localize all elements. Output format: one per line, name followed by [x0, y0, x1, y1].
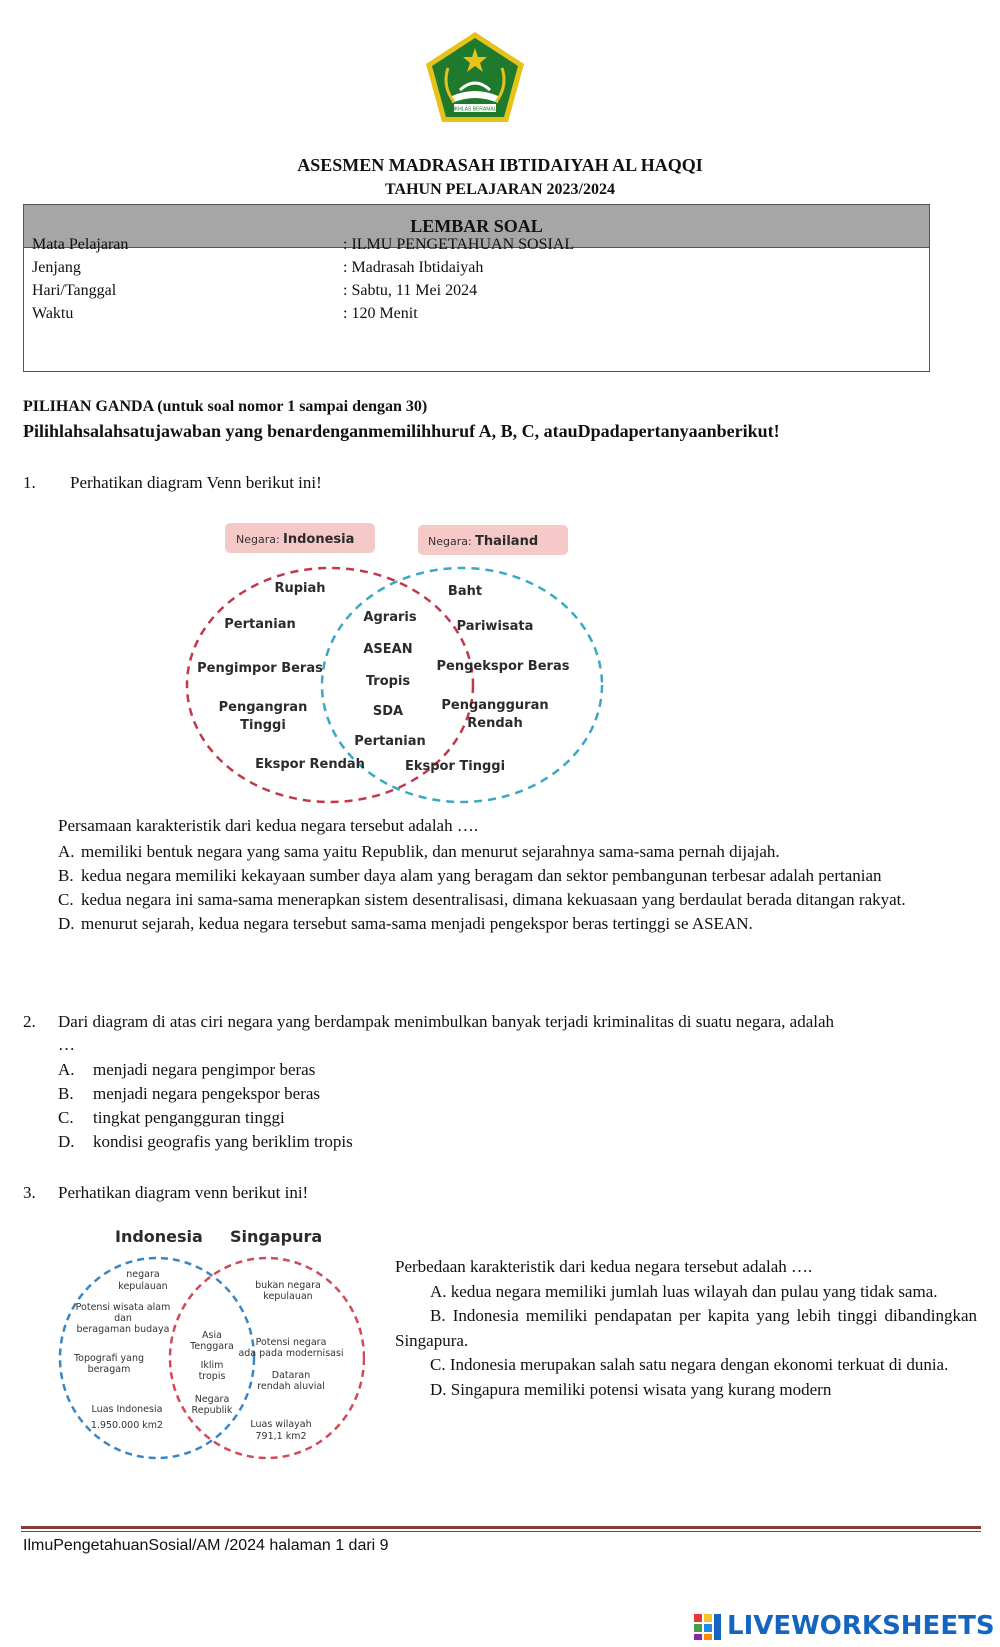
- info-value: : Sabtu, 11 Mei 2024: [343, 282, 478, 299]
- venn-item: bukan negara: [255, 1280, 321, 1291]
- venn-item: 1.950.000 km2: [90, 1420, 164, 1431]
- q1-options: [58, 840, 976, 936]
- venn-title-indonesia: Indonesia: [115, 1227, 203, 1246]
- q1-prompt: Perhatikan diagram Venn berikut ini!: [70, 473, 322, 492]
- venn-item: Pengimpor Beras: [197, 661, 323, 676]
- option-text: kedua negara memiliki jumlah luas wilayah dan pulau yang tidak sama.: [450, 1281, 938, 1301]
- q2-prompt: Dari diagram di atas ciri negara yang berdampak menimbulkan banyak terjadi kriminalitas di suatu negara, adalah: [58, 1012, 835, 1031]
- sheet-title: LEMBAR SOAL: [24, 205, 929, 248]
- venn-item: ada pada modernisasi: [238, 1348, 344, 1359]
- option-text: Indonesia memiliki pendapatan per kapita yang lebih tinggi dibandingkan Singapura.: [395, 1306, 978, 1350]
- q1-option-c[interactable]: [58, 888, 976, 912]
- venn-item: Negara: [194, 1394, 230, 1405]
- liveworksheets-logo-icon: [693, 1612, 723, 1642]
- footer-page-info: IlmuPengetahuanSosial/AM /2024 halaman 1 dari 9: [23, 1537, 389, 1554]
- q2-option-a[interactable]: [58, 1060, 315, 1080]
- info-value: : ILMU PENGETAHUAN SOSIAL: [343, 236, 575, 253]
- q1-number: 1.: [23, 473, 36, 492]
- venn-item: tropis: [198, 1371, 226, 1382]
- thailand-tag-country: Thailand: [475, 534, 539, 549]
- q3-option-b[interactable]: [395, 1304, 977, 1353]
- venn-item: beragaman budaya: [76, 1324, 170, 1335]
- q3-option-c[interactable]: [395, 1353, 977, 1378]
- liveworksheets-watermark[interactable]: [693, 1610, 993, 1644]
- venn-item: SDA: [372, 704, 404, 719]
- venn-item: Pertanian: [224, 617, 296, 632]
- footer-divider-thin: [21, 1531, 981, 1532]
- q2-option-c[interactable]: [58, 1108, 285, 1128]
- q1-venn-diagram: [180, 515, 620, 805]
- venn-item: Ekspor Rendah: [255, 757, 365, 772]
- q1-option-b[interactable]: [58, 864, 976, 888]
- option-letter: D.: [58, 914, 75, 933]
- option-letter: C.: [58, 890, 74, 909]
- option-letter: C.: [58, 1108, 74, 1127]
- venn-item: Topografi yang: [73, 1353, 145, 1364]
- info-value: : Madrasah Ibtidaiyah: [343, 259, 484, 276]
- indonesia-tag-country: Indonesia: [283, 532, 355, 547]
- venn-item: Pengangguran: [441, 698, 549, 713]
- option-letter: B.: [58, 1084, 74, 1103]
- venn-item: dan: [114, 1313, 132, 1324]
- venn-item: Luas Indonesia: [91, 1404, 163, 1415]
- venn-item: Pertanian: [354, 734, 426, 749]
- option-letter: A.: [58, 1060, 75, 1079]
- q2-ellipsis: …: [58, 1035, 75, 1054]
- venn-item: 791,1 km2: [255, 1431, 307, 1442]
- option-letter: B.: [430, 1306, 446, 1325]
- q3-option-d[interactable]: [395, 1378, 977, 1403]
- venn-title-singapura: Singapura: [230, 1227, 323, 1246]
- option-text: kedua negara memiliki kekayaan sumber daya alam yang beragam dan sektor pembangunan terbesar adalah pertanian: [81, 866, 882, 885]
- option-letter: A.: [430, 1281, 447, 1301]
- option-text: kedua negara ini sama-sama menerapkan sistem desentralisasi, dimana kekuasaan yang berdaulat berada ditangan rakyat.: [81, 890, 906, 909]
- info-label: Waktu: [32, 305, 74, 322]
- footer-divider: [21, 1526, 981, 1529]
- info-box: [23, 204, 930, 372]
- venn-item: beragam: [87, 1364, 131, 1375]
- info-label: Hari/Tanggal: [32, 282, 117, 299]
- liveworksheets-text: LIVEWORKSHEETS: [727, 1611, 995, 1641]
- venn-item: Iklim: [200, 1360, 224, 1371]
- q1-option-a[interactable]: [58, 840, 976, 864]
- indonesia-tag-label: Negara:: [236, 533, 280, 546]
- option-letter: D.: [58, 1132, 75, 1151]
- venn-item: Baht: [447, 584, 483, 599]
- venn-item: Ekspor Tinggi: [404, 759, 506, 774]
- venn-item: Tenggara: [190, 1341, 234, 1352]
- option-text: kondisi geografis yang beriklim tropis: [93, 1132, 353, 1151]
- school-title: ASESMEN MADRASAH IBTIDAIYAH AL HAQQI: [297, 155, 703, 175]
- q2-number: 2.: [23, 1012, 36, 1031]
- option-letter: C.: [430, 1355, 446, 1374]
- venn-item: Tinggi: [240, 718, 286, 733]
- kemenag-logo: [420, 28, 530, 128]
- venn-item: Pengangran: [218, 700, 308, 715]
- venn-item: Agraris: [363, 610, 417, 625]
- option-text: Singapura memiliki potensi wisata yang kurang modern: [450, 1379, 832, 1399]
- q2-option-b[interactable]: [58, 1084, 320, 1104]
- venn-item: Pengekspor Beras: [436, 659, 570, 674]
- option-text: menurut sejarah, kedua negara tersebut sama-sama menjadi pengekspor beras tertinggi se ASEAN.: [81, 914, 753, 933]
- option-letter: B.: [58, 866, 74, 885]
- venn-item: Rendah: [467, 716, 523, 731]
- venn-item: Potensi wisata alam: [75, 1302, 171, 1313]
- option-letter: D.: [430, 1379, 447, 1399]
- info-label: Jenjang: [32, 259, 81, 276]
- venn-item: ASEAN: [363, 642, 413, 657]
- venn-item: Dataran: [271, 1370, 311, 1381]
- venn-item: rendah aluvial: [257, 1381, 325, 1392]
- venn-item: Potensi negara: [255, 1337, 327, 1348]
- venn-item: kepulauan: [118, 1281, 168, 1292]
- venn-item: Pariwisata: [456, 619, 534, 634]
- venn-item: kepulauan: [263, 1291, 313, 1302]
- q3-option-a[interactable]: [395, 1280, 977, 1305]
- info-value: : 120 Menit: [343, 305, 418, 322]
- q2-option-d[interactable]: [58, 1132, 353, 1152]
- venn-item: negara: [126, 1269, 160, 1280]
- q3-prompt: Perhatikan diagram venn berikut ini!: [58, 1183, 309, 1202]
- info-label: Mata Pelajaran: [32, 236, 129, 253]
- venn-item: Rupiah: [274, 581, 326, 596]
- option-text: menjadi negara pengimpor beras: [93, 1060, 316, 1079]
- option-text: tingkat pengangguran tinggi: [93, 1108, 285, 1127]
- q3-number: 3.: [23, 1183, 36, 1202]
- option-text: memiliki bentuk negara yang sama yaitu Republik, dan menurut sejarahnya sama-sama pernah dijajah.: [81, 842, 780, 861]
- section-instruction: Pilihlahsalahsatujawaban yang benardenganmemilihhuruf A, B, C, atauDpadapertanyaanberikut!: [23, 421, 780, 441]
- q1-question: Persamaan karakteristik dari kedua negara tersebut adalah ….: [58, 816, 479, 835]
- q3-question: Perbedaan karakteristik dari kedua negara tersebut adalah ….: [395, 1257, 813, 1276]
- venn-item: Republik: [191, 1405, 233, 1416]
- venn-item: Asia: [202, 1330, 222, 1341]
- option-letter: A.: [58, 842, 75, 861]
- venn-item: Tropis: [365, 674, 411, 689]
- school-year: TAHUN PELAJARAN 2023/2024: [385, 181, 615, 198]
- section-heading: PILIHAN GANDA (untuk soal nomor 1 sampai dengan 30): [23, 398, 428, 415]
- option-text: menjadi negara pengekspor beras: [93, 1084, 321, 1103]
- venn-item: Luas wilayah: [250, 1419, 312, 1430]
- q1-option-d[interactable]: [58, 912, 976, 936]
- thailand-tag-label: Negara:: [428, 535, 472, 548]
- q3-question-block: [395, 1255, 977, 1402]
- logo-caption: IKHLAS BERAMAL: [453, 106, 497, 113]
- option-text: Indonesia merupakan salah satu negara dengan ekonomi terkuat di dunia.: [449, 1355, 949, 1374]
- q3-venn-diagram: [55, 1220, 365, 1465]
